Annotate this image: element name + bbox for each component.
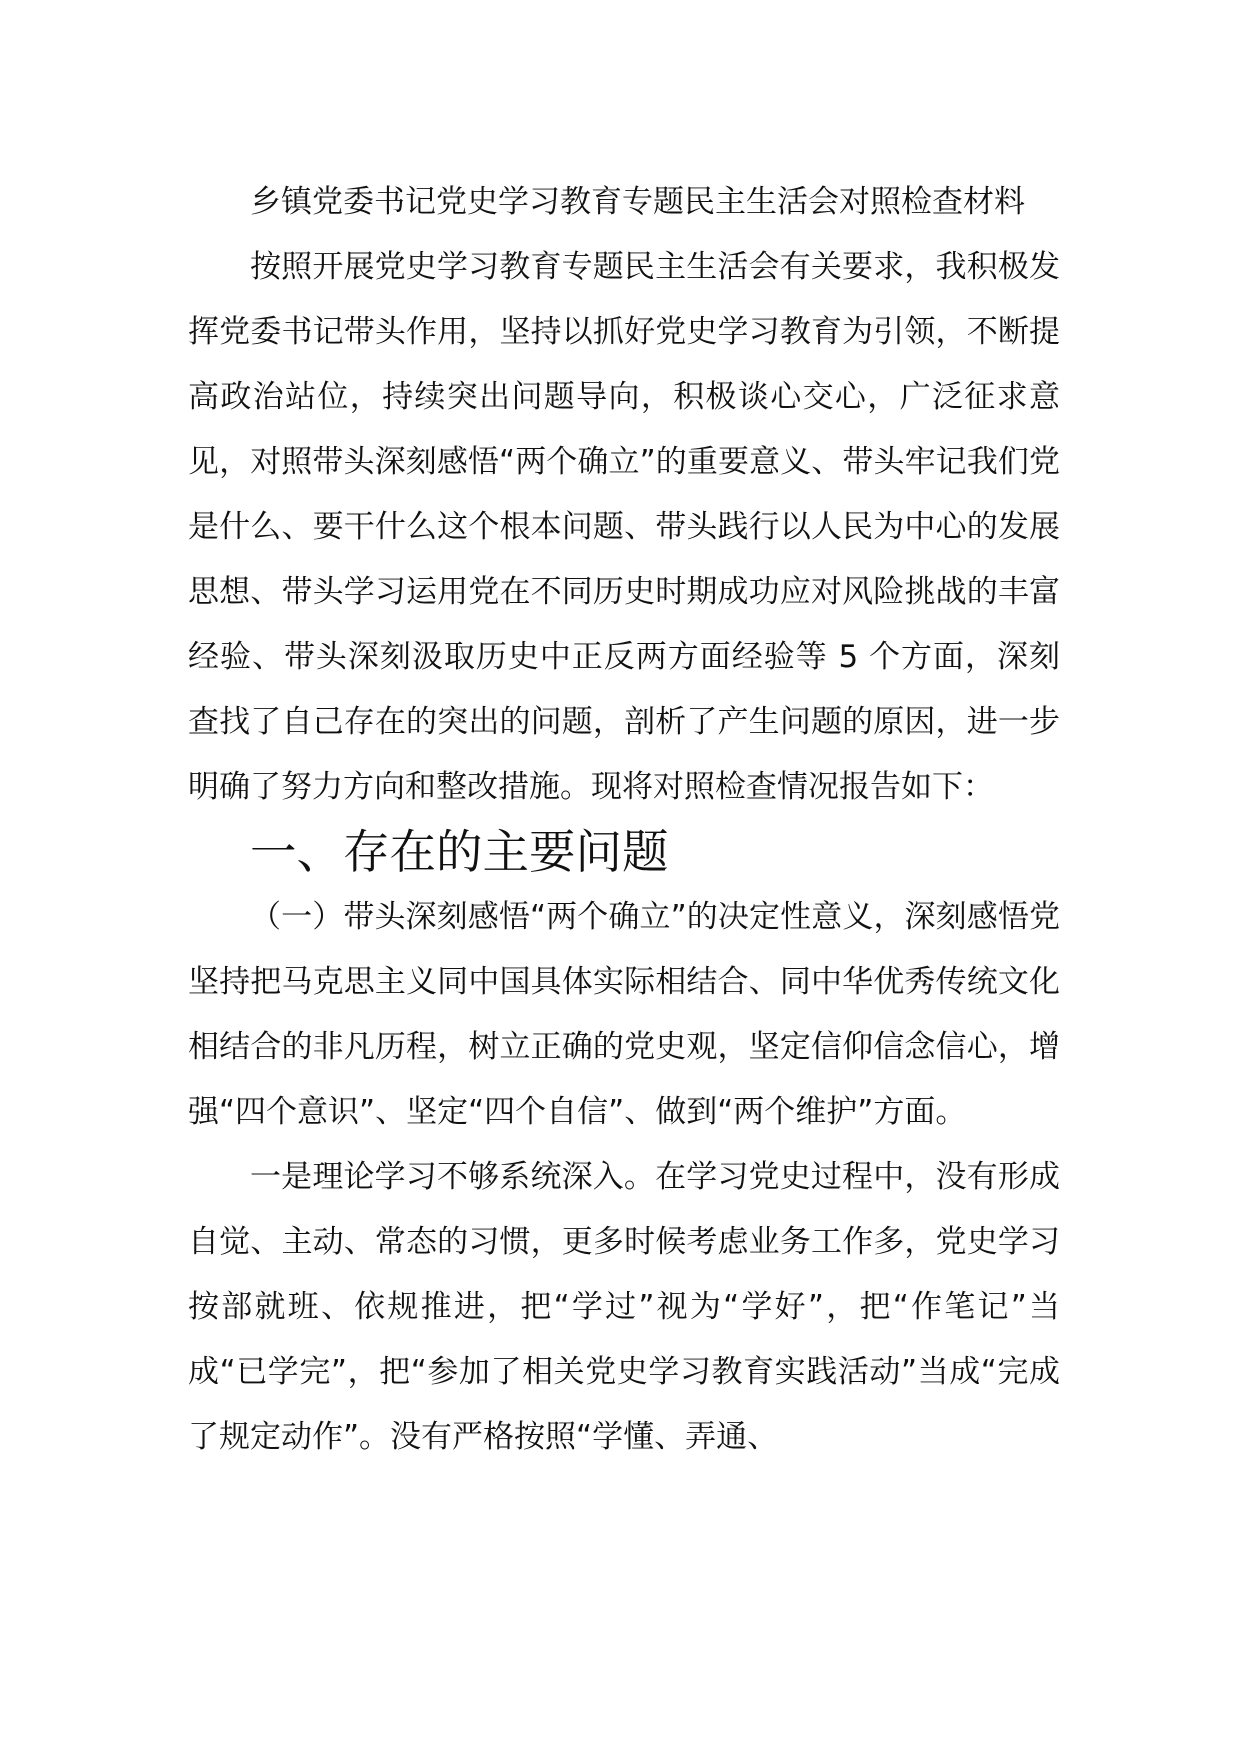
document-body bbox=[188, 170, 1060, 1470]
section-heading: 一、存在的主要问题 bbox=[250, 825, 669, 879]
intro-paragraph: 按照开展党史学习教育专题民主生活会有关要求，我积极发挥党委书记带头作用，坚持以抓好党史学习教育为引领，不断提高政治站位，持续突出问题导向，积极谈心交心，广泛征求意见，对照带头深刻感悟“两个确立”的重要意义、带头牢记我们党是什么、要干什么这个根本问题、带头践行以人民为中心的发展思想、带头学习运用党在不同历史时期成功应对风险挑战的丰富经验、带头深刻汲取历史中正反两方面经验等 5 个方面，深刻查找了自己存在的突出的问题，剖析了产生问题的原因，进一步明确了努力方向和整改措施。现将对照检查情况报告如下： bbox=[188, 249, 1060, 805]
point-paragraph: 一是理论学习不够系统深入。在学习党史过程中，没有形成自觉、主动、常态的习惯，更多时候考虑业务工作多，党史学习按部就班、依规推进，把“学过”视为“学好”，把“作笔记”当成“已学完”，把“参加了相关党史学习教育实践活动”当成“完成了规定动作”。没有严格按照“学懂、弄通、 bbox=[188, 1159, 1060, 1455]
subsection-paragraph: （一）带头深刻感悟“两个确立”的决定性意义，深刻感悟党坚持把马克思主义同中国具体实际相结合、同中华优秀传统文化相结合的非凡历程，树立正确的党史观，坚定信仰信念信心，增强“四个意识”、坚定“四个自信”、做到“两个维护”方面。 bbox=[188, 899, 1060, 1130]
document-title: 乡镇党委书记党史学习教育专题民主生活会对照检查材料 bbox=[250, 184, 1025, 220]
